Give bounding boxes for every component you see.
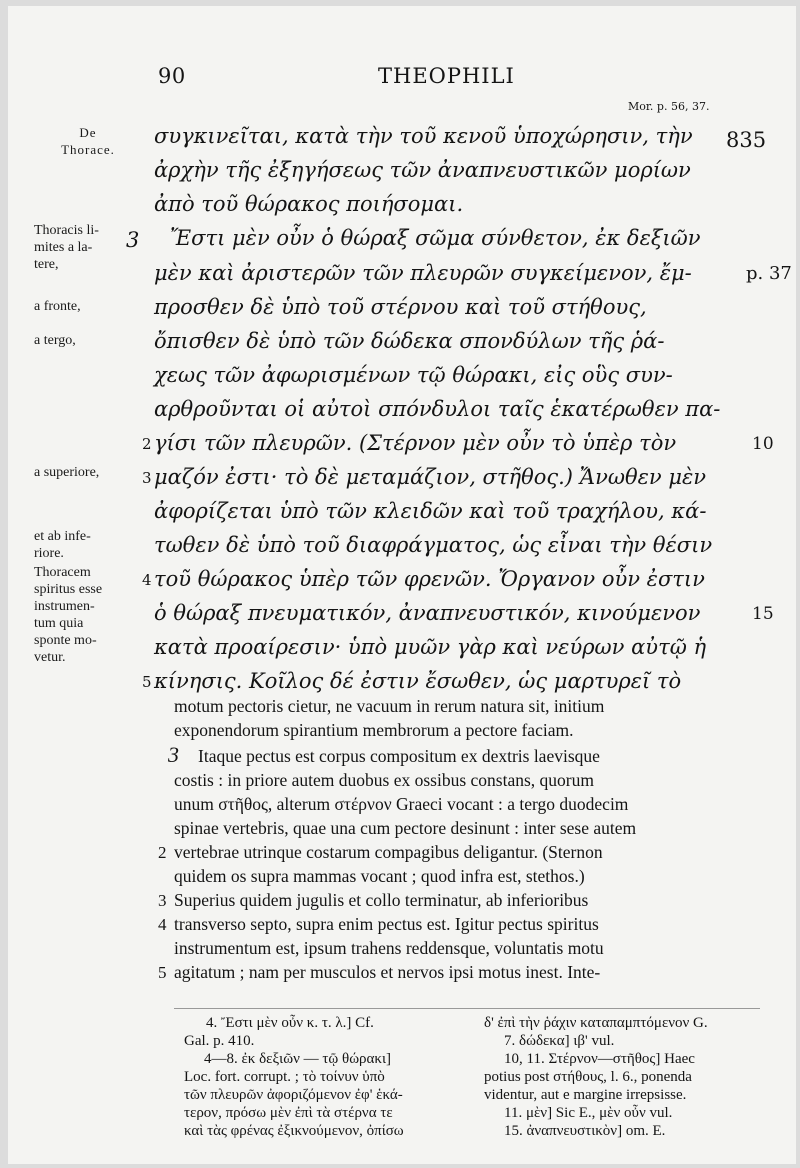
latin-line: quidem os supra mammas vocant ; quod infra est, stethos.) — [174, 866, 585, 886]
footnote-line: τῶν πλευρῶν ἀφοριζόμενον ἐφ' ἑκά- — [184, 1087, 403, 1103]
sidenote-above — [34, 464, 99, 481]
sidenote-line: Thoracis li- — [34, 223, 99, 238]
running-head: THEOPHILI — [378, 64, 515, 88]
sidenote-front — [34, 298, 81, 315]
page-number: 90 — [158, 64, 186, 88]
sidenote-line: riore. — [34, 546, 64, 561]
greek-line: αρθροῦνται οἱ αὐτοὶ σπόνδυλοι ταῖς ἑκατέρωθεν πα- — [154, 397, 721, 421]
reference-note: Mor. p. 56, 37. — [628, 100, 710, 113]
footnote-line: 4. Ἔστι μὲν οὖν κ. τ. λ.] Cf. — [206, 1015, 374, 1031]
sidenote-line: vetur. — [34, 650, 66, 665]
latin-line: Superius quidem jugulis et collo terminatur, ab inferioribus — [174, 890, 589, 910]
latin-line-number: 2 — [158, 843, 167, 862]
footnote-line: 11. μὲν] Sic E., μὲν οὖν vul. — [504, 1105, 673, 1121]
book-page — [8, 6, 796, 1164]
sidenote-line: a superiore, — [34, 465, 100, 480]
greek-line: μὲν καὶ ἀριστερῶν τῶν πλευρῶν συγκείμενον, ἔμ- — [154, 261, 692, 285]
latin-line: exponendorum spirantium membrorum a pectore faciam. — [174, 720, 574, 740]
greek-line: κίνησις. Κοῖλος δέ ἐστιν ἔσωθεν, ὡς μαρτυρεῖ τὸ — [154, 669, 682, 693]
greek-line: ὁ θώραξ πνευματικόν, ἀναπνευστικόν, κινούμενον — [154, 601, 701, 625]
footnote-line: καὶ τὰς φρένας ἐξικνούμενον, ὀπίσω — [184, 1123, 404, 1139]
greek-line: τωθεν δὲ ὑπὸ τοῦ διαφράγματος, ὡς εἶναι τὴν θέσιν — [154, 533, 713, 557]
sidenote-line: mites a la- — [34, 240, 93, 255]
sidenote-back — [34, 332, 76, 349]
greek-line: συγκινεῖται, κατὰ τὴν τοῦ κενοῦ ὑποχώρησιν, τὴν — [154, 124, 693, 148]
latin-line: motum pectoris cietur, ne vacuum in rerum natura sit, initium — [174, 696, 605, 716]
greek-line: τοῦ θώρακος ὑπὲρ τῶν φρενῶν. Ὄργανον οὖν ἐστιν — [154, 567, 705, 591]
margin-line-number: 835 — [726, 128, 767, 152]
section-number: 3 — [168, 742, 179, 767]
sidenote-line: Thoracem — [34, 565, 91, 580]
sidenote-below — [34, 528, 91, 562]
margin-line-number: 15 — [752, 604, 774, 624]
greek-line-number: 3 — [142, 469, 152, 487]
greek-line: Ἔστι μὲν οὖν ὁ θώραξ σῶμα σύνθετον, ἐκ δεξιῶν — [170, 226, 701, 250]
latin-line-number: 4 — [158, 915, 167, 934]
latin-line: transverso septo, supra enim pectus est. Igitur pectus spiritus — [174, 914, 599, 934]
greek-line-number: 5 — [142, 673, 152, 691]
sidenote-line: spiritus esse — [34, 582, 103, 597]
footnote-line: potius post στήθους, l. 6., ponenda — [484, 1069, 692, 1085]
latin-line-number: 5 — [158, 963, 167, 982]
sidenote-line: tere, — [34, 257, 59, 272]
greek-line: γίσι τῶν πλευρῶν. (Στέρνον μὲν οὖν τὸ ὑπὲρ τὸν — [154, 431, 677, 455]
greek-line: μαζόν ἐστι· τὸ δὲ μεταμάζιον, στῆθος.) Ἄνωθεν μὲν — [154, 465, 707, 489]
greek-line: κατὰ προαίρεσιν· ὑπὸ μυῶν γὰρ καὶ νεύρων αὐτῷ ἡ — [154, 635, 707, 659]
margin-page-ref: p. 37 — [746, 263, 792, 284]
footnote-line: τερον, πρόσω μὲν ἐπὶ τὰ στέρνα τε — [184, 1105, 393, 1121]
latin-line: costis : in priore autem duobus ex ossibus constans, quorum — [174, 770, 594, 790]
sidenote-line: tum quia — [34, 616, 84, 631]
sidenote-line: a fronte, — [34, 299, 81, 314]
latin-line: vertebrae utrinque costarum compagibus deligantur. (Sternon — [174, 842, 603, 862]
margin-line-number: 10 — [752, 434, 774, 454]
greek-line-number: 4 — [142, 571, 152, 589]
sidenote-line: et ab infe- — [34, 529, 91, 544]
footnote-line: 4—8. ἐκ δεξιῶν — τῷ θώρακι] — [204, 1051, 391, 1067]
latin-line: unum στῆθος, alterum στέρνον Graeci vocant : a tergo duodecim — [174, 794, 629, 814]
footnote-line: Gal. p. 410. — [184, 1033, 255, 1049]
section-number: 3 — [126, 228, 140, 252]
section-title-line: Thorace. — [61, 142, 115, 157]
sidenote-line: sponte mo- — [34, 633, 97, 648]
latin-line: spinae vertebris, quae una cum pectore desinunt : inter sese autem — [174, 818, 637, 838]
sidenote-line: instrumen- — [34, 599, 95, 614]
greek-line: ἀφορίζεται ὑπὸ τῶν κλειδῶν καὶ τοῦ τραχήλου, κά- — [154, 499, 707, 523]
section-title — [28, 124, 148, 158]
sidenote-instrument — [34, 564, 102, 666]
sidenote-limits — [34, 222, 99, 273]
greek-line: χεως τῶν ἀφωρισμένων τῷ θώρακι, εἰς οὓς συν- — [154, 363, 673, 387]
footnote-line: videntur, aut e margine irrepsisse. — [484, 1087, 687, 1103]
footnote-line: 7. δώδεκα] ιβ' vul. — [504, 1033, 615, 1049]
footnote-line: Loc. fort. corrupt. ; τὸ τοίνυν ὑπὸ — [184, 1069, 385, 1085]
latin-line: instrumentum est, ipsum trahens reddensque, voluntatis motu — [174, 938, 604, 958]
footnote-line: 15. ἀναπνευστικὸν] om. E. — [504, 1123, 666, 1139]
sidenote-line: a tergo, — [34, 333, 76, 348]
footnote-line: 10, 11. Στέρνον—στῆθος] Haec — [504, 1051, 695, 1067]
latin-line-number: 3 — [158, 891, 167, 910]
greek-line-number: 2 — [142, 435, 152, 453]
section-title-line: De — [79, 125, 97, 140]
greek-line: προσθεν δὲ ὑπὸ τοῦ στέρνου καὶ τοῦ στήθους, — [154, 295, 647, 319]
footnote-line: δ' ἐπὶ τὴν ῥάχιν καταπαμπτόμενον G. — [484, 1015, 708, 1031]
greek-line: ἀπὸ τοῦ θώρακος ποιήσομαι. — [154, 192, 464, 216]
latin-line: Itaque pectus est corpus compositum ex dextris laevisque — [198, 746, 600, 766]
footnote-divider — [174, 1008, 760, 1009]
greek-line: ὄπισθεν δὲ ὑπὸ τῶν δώδεκα σπονδύλων τῆς ῥά- — [154, 329, 665, 353]
latin-line: agitatum ; nam per musculos et nervos ipsi motus inest. Inte- — [174, 962, 601, 982]
greek-line: ἀρχὴν τῆς ἐξηγήσεως τῶν ἀναπνευστικῶν μορίων — [154, 158, 691, 182]
